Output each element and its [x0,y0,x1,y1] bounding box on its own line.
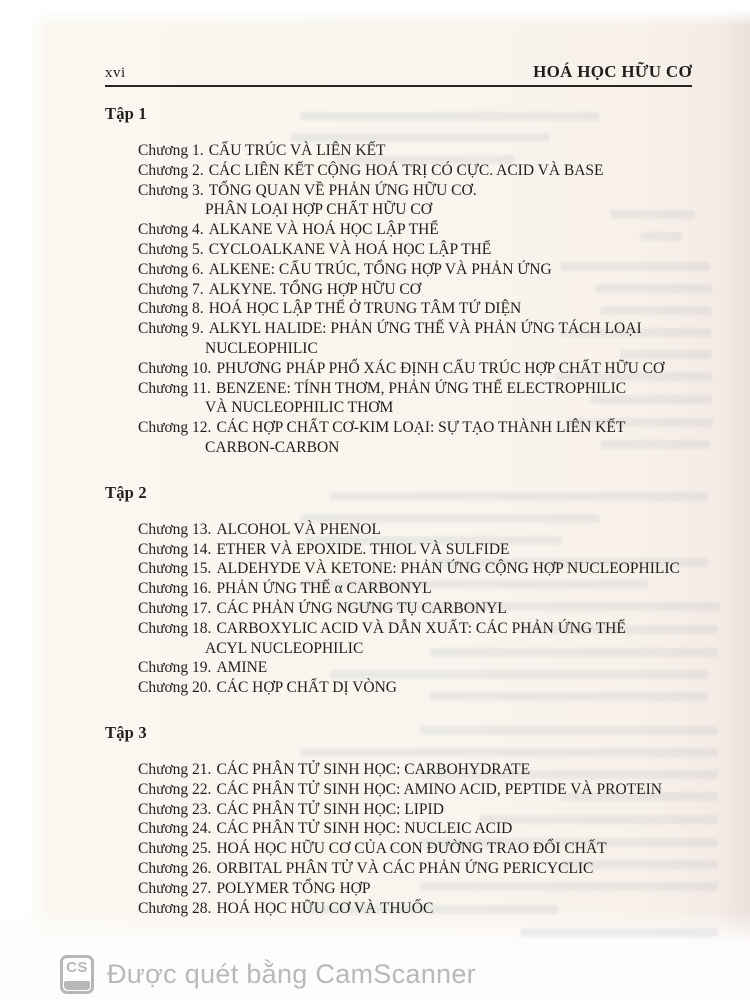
chapter-title: PHẢN ỨNG THẾ α CARBONYL [216,580,432,598]
chapter-title: CARBOXYLIC ACID VÀ DẪN XUẤT: CÁC PHẢN ỨNG THẾ [216,619,626,637]
chapter-number: Chương 5. [138,240,204,258]
chapter-number: Chương 7. [138,280,204,298]
chapter-number: Chương 15. [138,560,212,578]
toc-chapter [138,760,690,780]
chapter-title: CÁC PHÂN TỬ SINH HỌC: AMINO ACID, PEPTIDE VÀ PROTEIN [216,780,662,798]
toc-chapter [138,240,690,260]
toc-chapter [138,839,690,859]
camscanner-watermark [60,954,476,994]
chapter-title-continuation: PHÂN LOẠI HỢP CHẤT HỮU CƠ [205,201,432,219]
toc-chapter [138,540,690,560]
toc-chapter [138,658,690,678]
chapter-title: BENZENE: TÍNH THƠM, PHẢN ỨNG THẾ ELECTROPHILIC [215,379,627,397]
toc-chapter [138,280,690,300]
toc-chapter [138,780,690,800]
chapter-title: CÁC HỢP CHẤT CƠ-KIM LOẠI: SỰ TẠO THÀNH LIÊN KẾT [216,419,626,437]
toc-chapter [138,899,690,919]
chapter-title: ALKENE: CẤU TRÚC, TỔNG HỢP VÀ PHẢN ỨNG [208,260,552,278]
toc-chapter [138,879,690,899]
toc-chapter [138,299,690,319]
chapter-number: Chương 14. [138,540,212,558]
toc-chapter [138,859,690,879]
chapter-number: Chương 4. [138,221,204,239]
chapter-title: ALKYL HALIDE: PHẢN ỨNG THẾ VÀ PHẢN ỨNG TÁCH LOẠI [208,320,642,338]
chapter-number: Chương 18. [138,619,212,637]
chapter-number: Chương 12. [138,419,212,437]
chapter-title: HOÁ HỌC HỮU CƠ CỦA CON ĐƯỜNG TRAO ĐỔI CHẤT [216,840,607,858]
chapter-title-continuation: CARBON-CARBON [205,438,340,456]
toc-chapter [138,161,690,181]
toc-chapter [138,579,690,599]
chapter-title: CÁC HỢP CHẤT DỊ VÒNG [216,679,398,697]
toc-chapter [138,800,690,820]
camscanner-logo-icon [60,955,94,994]
chapter-number: Chương 19. [138,659,212,677]
chapter-number: Chương 1. [138,142,204,159]
toc-chapter [138,819,690,839]
toc-section [105,104,690,458]
toc-chapter [138,379,690,419]
chapter-title: CÁC PHẢN ỨNG NGƯNG TỤ CARBONYL [216,599,507,617]
chapter-number: Chương 11. [138,379,211,397]
chapter-number: Chương 25. [138,840,212,858]
chapter-number: Chương 27. [138,879,212,897]
page-number: xvi [105,65,126,81]
chapter-title: CÁC PHÂN TỬ SINH HỌC: NUCLEIC ACID [216,820,513,838]
chapter-title: ALKYNE. TỔNG HỢP HỮU CƠ [208,280,421,298]
chapter-title: TỔNG QUAN VỀ PHẢN ỨNG HỮU CƠ. [208,181,477,199]
toc-chapter [138,619,690,659]
toc-chapter [138,678,690,698]
toc-chapter [138,220,690,240]
section-title: Tập 3 [105,722,147,742]
page-header [105,62,692,87]
chapter-number: Chương 9. [138,320,204,338]
chapter-title-continuation: NUCLEOPHILIC [205,339,318,357]
chapter-title: POLYMER TỔNG HỢP [216,879,371,897]
chapter-title-continuation: ACYL NUCLEOPHILIC [205,639,364,657]
chapter-title: ALDEHYDE VÀ KETONE: PHẢN ỨNG CỘNG HỢP NUCLEOPHILIC [216,560,680,578]
chapter-title: AMINE [216,659,268,677]
chapter-title-continuation: VÀ NUCLEOPHILIC THƠM [205,399,394,417]
toc-chapter [138,520,690,540]
chapter-title: CÁC PHÂN TỬ SINH HỌC: CARBOHYDRATE [216,760,531,778]
running-title: HOÁ HỌC HỮU CƠ [533,62,692,81]
chapter-number: Chương 21. [138,760,212,778]
section-title: Tập 1 [105,104,147,123]
toc-section [105,483,690,698]
chapter-number: Chương 20. [138,679,212,697]
toc-section [105,723,690,918]
chapter-number: Chương 6. [138,260,204,278]
chapter-number: Chương 13. [138,520,212,538]
chapter-title: CẤU TRÚC VÀ LIÊN KẾT [208,142,386,159]
chapter-title: ALCOHOL VÀ PHENOL [216,520,381,538]
chapter-number: Chương 2. [138,161,204,179]
chapter-number: Chương 28. [138,899,212,917]
toc-chapter [138,319,690,359]
toc-chapter [138,181,690,221]
chapter-number: Chương 22. [138,780,212,798]
camscanner-logo-label: CS [66,958,88,976]
toc-chapter [138,418,690,458]
chapter-number: Chương 24. [138,820,212,838]
chapter-number: Chương 8. [138,300,204,318]
chapter-title: CYCLOALKANE VÀ HOÁ HỌC LẬP THỂ [208,240,492,258]
toc-chapter [138,141,690,161]
chapter-number: Chương 26. [138,859,212,877]
camscanner-logo-bar [64,981,90,990]
table-of-contents [105,104,690,918]
chapter-number: Chương 10. [138,359,212,377]
chapter-title: HOÁ HỌC LẬP THỂ Ở TRUNG TÂM TỨ DIỆN [208,300,522,318]
chapter-number: Chương 23. [138,800,212,818]
bleed-through-line [520,928,718,937]
chapter-title: ALKANE VÀ HOÁ HỌC LẬP THỂ [208,221,439,239]
chapter-number: Chương 3. [138,181,204,199]
toc-chapter [138,559,690,579]
chapter-title: CÁC LIÊN KẾT CỘNG HOÁ TRỊ CÓ CỰC. ACID VÀ BASE [208,161,604,179]
chapter-title: PHƯƠNG PHÁP PHỔ XÁC ĐỊNH CẤU TRÚC HỢP CHẤT HỮU CƠ [216,359,665,377]
toc-chapter [138,359,690,379]
watermark-text: Được quét bằng CamScanner [107,958,476,989]
chapter-title: CÁC PHÂN TỬ SINH HỌC: LIPID [216,800,444,818]
chapter-title: ETHER VÀ EPOXIDE. THIOL VÀ SULFIDE [216,540,510,558]
chapter-number: Chương 16. [138,580,212,598]
chapter-title: ORBITAL PHÂN TỬ VÀ CÁC PHẢN ỨNG PERICYCLIC [216,859,594,877]
chapter-number: Chương 17. [138,599,212,617]
chapter-title: HOÁ HỌC HỮU CƠ VÀ THUỐC [216,899,434,917]
toc-chapter [138,260,690,280]
toc-chapter [138,599,690,619]
section-title: Tập 2 [105,482,147,502]
